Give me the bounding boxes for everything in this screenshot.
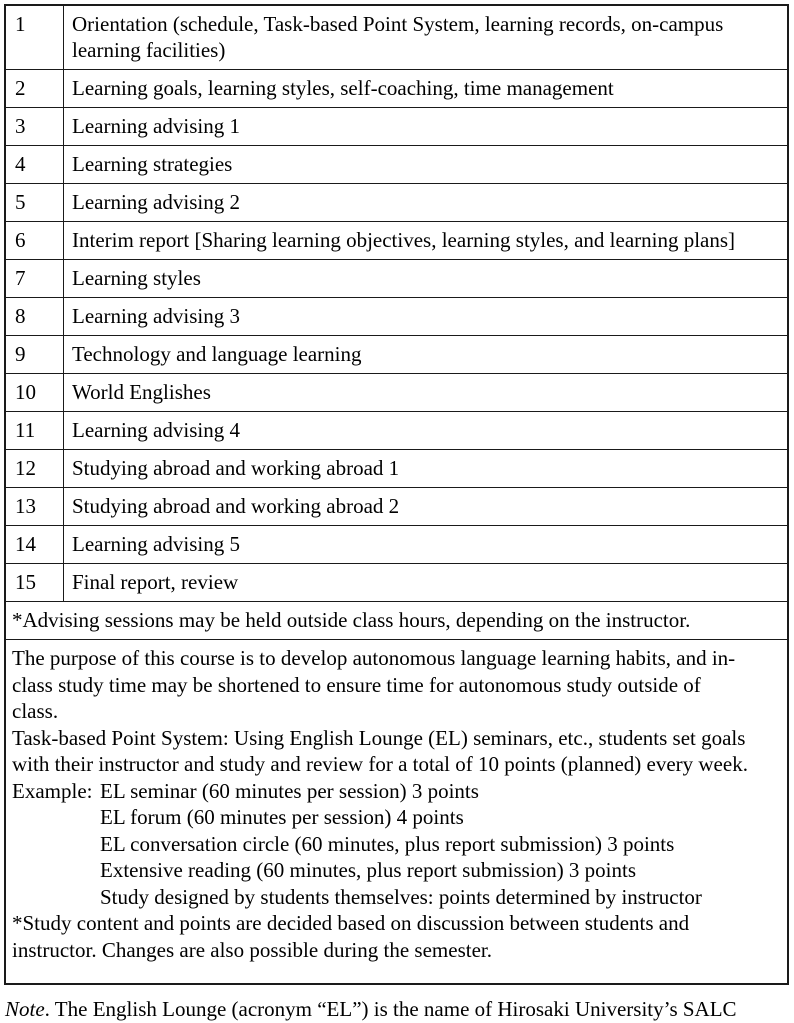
row-topic-cell: Studying abroad and working abroad 2	[72, 494, 400, 518]
row-number-cell: 5	[6, 184, 64, 221]
row-topic-cell: Learning advising 3	[72, 304, 240, 328]
table-row	[6, 525, 787, 563]
table-note	[5, 996, 790, 1022]
row-number-cell: 13	[6, 488, 64, 525]
details-line: class study time may be shortened to ensure time for autonomous study outside of	[12, 672, 701, 697]
row-topic-cell: Learning advising 2	[72, 190, 240, 214]
table-row	[6, 297, 787, 335]
note-label: Note	[5, 997, 45, 1021]
row-number-cell: 12	[6, 450, 64, 487]
row-number-cell: 8	[6, 298, 64, 335]
row-topic-cell: Learning strategies	[72, 152, 233, 176]
table-row	[6, 449, 787, 487]
row-topic-cell: World Englishes	[72, 380, 211, 404]
details-line: with their instructor and study and review for a total of 10 points (planned) every week.	[12, 752, 748, 776]
example-item: EL conversation circle (60 minutes, plus report submission) 3 points	[100, 831, 675, 856]
example-item: EL forum (60 minutes per session) 4 points	[100, 805, 464, 829]
table-row	[6, 487, 787, 525]
details-line: Task-based Point System: Using English Lounge (EL) seminars, etc., students set goals	[12, 725, 746, 750]
row-number-cell: 2	[6, 70, 64, 107]
row-topic-cell: Interim report [Sharing learning objectives, learning styles, and learning plans]	[72, 228, 736, 252]
example-item: Extensive reading (60 minutes, plus report submission) 3 points	[100, 858, 637, 882]
details-line: class.	[12, 699, 59, 723]
row-topic-cell: Final report, review	[72, 570, 239, 594]
table-row	[6, 69, 787, 107]
row-number-cell: 7	[6, 260, 64, 297]
table-row	[6, 145, 787, 183]
row-topic-cell: Learning styles	[72, 266, 201, 290]
table-row	[6, 221, 787, 259]
details-line: instructor. Changes are also possible during the semester.	[12, 937, 492, 962]
row-topic-cell: Technology and language learning	[72, 342, 362, 366]
example-label: Example:	[12, 778, 93, 803]
table-row	[6, 183, 787, 221]
details-line: *Study content and points are decided based on discussion between students and	[12, 911, 690, 935]
table-row	[6, 107, 787, 145]
row-number-cell: 10	[6, 374, 64, 411]
row-number-cell: 4	[6, 146, 64, 183]
row-number-cell: 9	[6, 336, 64, 373]
note-text: . The English Lounge (acronym “EL”) is the name of Hirosaki University’s SALC	[44, 997, 737, 1021]
details-line: The purpose of this course is to develop autonomous language learning habits, and in-	[12, 646, 736, 670]
row-number-cell: 14	[6, 526, 64, 563]
advising-footnote-row: *Advising sessions may be held outside class hours, depending on the instructor.	[6, 601, 787, 639]
row-topic-cell: Learning advising 1	[72, 114, 240, 138]
details-line-example	[12, 778, 781, 805]
row-number-cell: 1	[6, 6, 64, 69]
table-row	[6, 259, 787, 297]
row-number-cell: 11	[6, 412, 64, 449]
row-topic-cell: Studying abroad and working abroad 1	[72, 456, 400, 480]
course-details-cell	[6, 639, 787, 983]
row-number-cell: 15	[6, 564, 64, 601]
course-schedule-table	[4, 4, 789, 985]
row-topic-cell: Learning advising 4	[72, 418, 240, 442]
table-row	[6, 373, 787, 411]
table-row	[6, 563, 787, 601]
example-item: EL seminar (60 minutes per session) 3 points	[100, 778, 479, 803]
row-number-cell: 6	[6, 222, 64, 259]
table-row	[6, 6, 787, 69]
row-number-cell: 3	[6, 108, 64, 145]
example-item: Study designed by students themselves: points determined by instructor	[100, 884, 702, 909]
table-row	[6, 335, 787, 373]
row-topic-cell: Learning advising 5	[72, 532, 240, 556]
table-row	[6, 411, 787, 449]
row-topic-cell: Learning goals, learning styles, self-coaching, time management	[72, 76, 614, 100]
row-topic-cell: Orientation (schedule, Task-based Point System, learning records, on-campus learning facilities)	[72, 12, 724, 62]
